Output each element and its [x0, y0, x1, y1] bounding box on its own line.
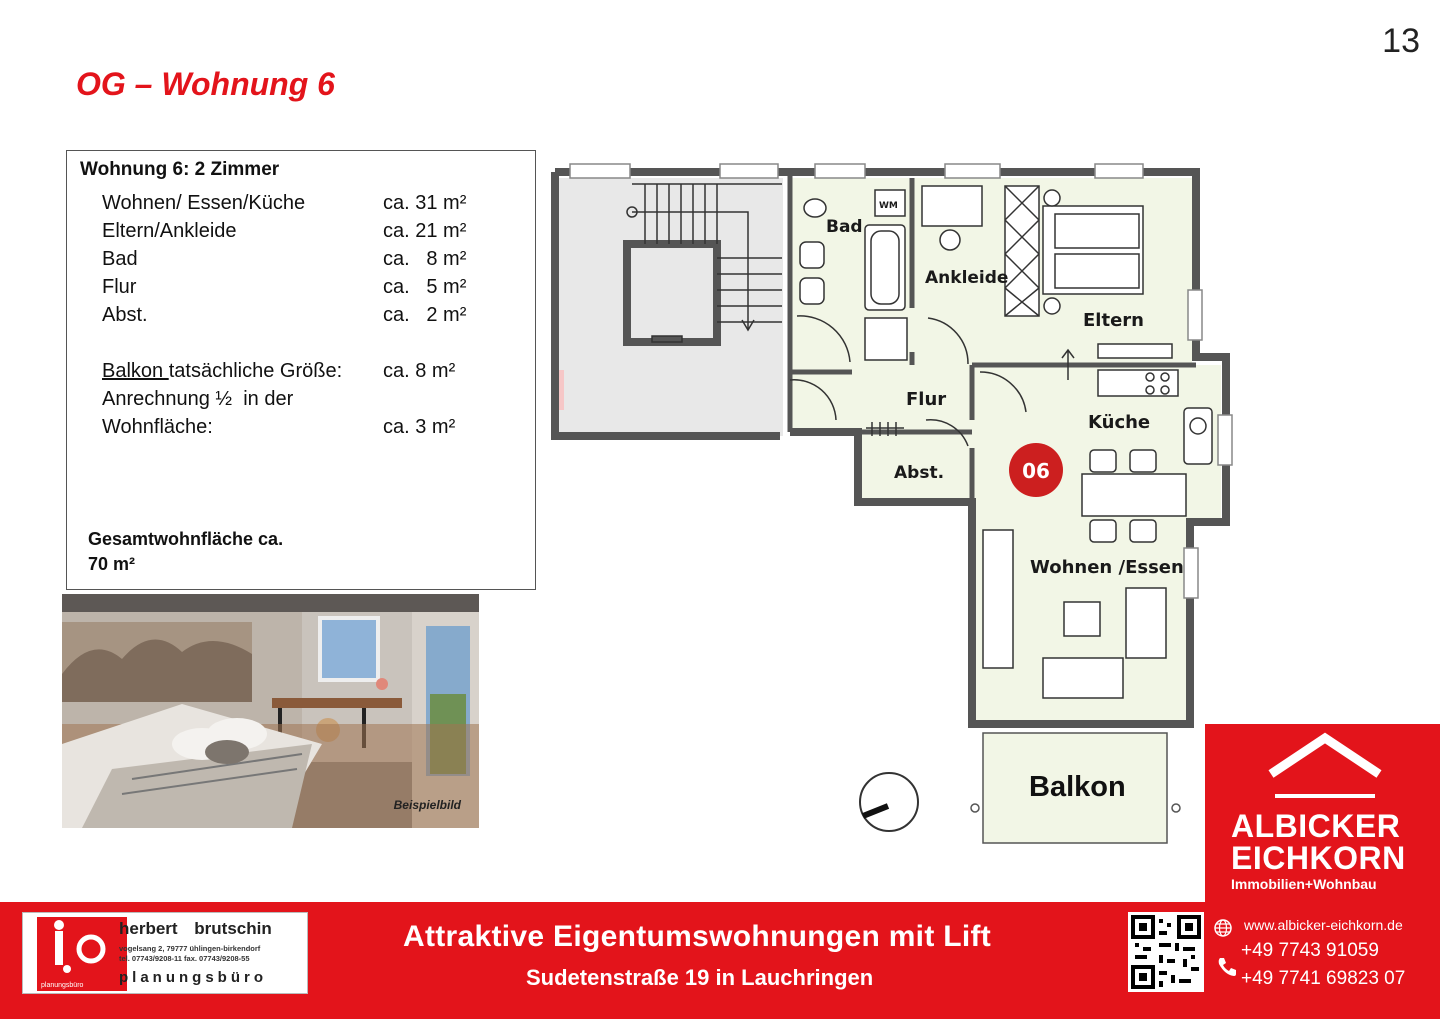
room-area: ca. 21 m²	[383, 219, 467, 242]
page-number: 13	[1382, 22, 1420, 60]
phone-icon	[1215, 955, 1239, 979]
footer-address: Sudetenstraße 19 in Lauchringen	[526, 965, 874, 990]
room-label-abst: Abst.	[894, 463, 945, 483]
total-area	[88, 527, 283, 577]
room-area: ca. 8 m²	[383, 247, 467, 270]
planner-phone-line: tel. 07743/9208-11 fax. 07743/9208-55	[119, 954, 250, 963]
footer-banner	[0, 902, 1440, 1019]
north-arrow-icon	[860, 773, 918, 831]
room-name: Wohnen/ Essen/Küche	[102, 191, 306, 214]
website-link[interactable]: www.albicker-eichkorn.de	[1244, 917, 1403, 933]
room-name: Flur	[102, 276, 137, 299]
apartment-number: 06	[1022, 459, 1050, 483]
anrechnung-area: ca. 3 m²	[383, 415, 456, 438]
room-name: Abst.	[102, 304, 148, 327]
room-area: ca. 5 m²	[383, 276, 467, 299]
room-label-wm: WM	[879, 201, 898, 211]
room-label-kueche: Küche	[1088, 412, 1151, 433]
room-label-flur: Flur	[906, 389, 947, 410]
logo-line2: EICHKORN	[1231, 840, 1406, 876]
footer-title: Attraktive Eigentumswohnungen mit Lift	[403, 920, 992, 953]
apartment-info-box	[66, 150, 536, 590]
room-name: Eltern/Ankleide	[102, 219, 237, 242]
room-row	[102, 302, 522, 330]
room-area: ca. 31 m²	[383, 191, 467, 214]
total-value: 70 m²	[88, 554, 136, 574]
info-heading: Wohnung 6: 2 Zimmer	[80, 159, 280, 180]
room-name: Bad	[102, 247, 138, 270]
roof-icon	[1205, 724, 1440, 804]
room-area-table	[102, 189, 522, 330]
room-row	[102, 217, 522, 245]
globe-icon	[1213, 918, 1233, 938]
anrechnung-label-line1: Anrechnung ½ in der	[102, 387, 294, 410]
anrechnung-label-line2: Wohnfläche:	[102, 415, 213, 438]
room-row	[102, 189, 522, 217]
planner-address	[119, 944, 260, 964]
balkon-word: Balkon	[102, 359, 169, 382]
planner-logo-box	[22, 912, 308, 994]
qr-code[interactable]	[1128, 912, 1204, 992]
room-label-eltern: Eltern	[1083, 310, 1144, 331]
balkon-label: tatsächliche Größe:	[168, 359, 343, 382]
phone-number-1[interactable]: +49 7743 91059	[1241, 940, 1379, 961]
qr-pattern	[1131, 915, 1201, 989]
planner-mark-icon	[37, 917, 127, 991]
room-label-ankleide: Ankleide	[925, 268, 1009, 288]
room-area: ca. 2 m²	[383, 304, 467, 327]
photo-caption: Beispielbild	[393, 798, 461, 812]
balkon-area: ca. 8 m²	[383, 359, 456, 382]
albicker-eichkorn-logo	[1205, 724, 1440, 902]
room-label-balkon: Balkon	[1029, 771, 1126, 803]
planner-office: planungsbüro	[119, 969, 267, 986]
planner-logo-text: planungsbüro	[41, 982, 84, 989]
planner-address-line: vogelsang 2, 79777 ühlingen-birkendorf	[119, 944, 261, 953]
floor-plan	[540, 150, 1240, 860]
room-label-bad: Bad	[826, 217, 863, 237]
apartment-badge	[1009, 443, 1063, 497]
example-bedroom-photo	[62, 594, 479, 828]
room-label-wohnen: Wohnen /Essen	[1030, 557, 1184, 578]
logo-line1: ALBICKER	[1231, 808, 1401, 844]
planner-logo-icon	[37, 917, 127, 991]
page-title: OG – Wohnung 6	[76, 66, 335, 102]
room-row	[102, 245, 522, 273]
bedroom-illustration	[62, 594, 479, 828]
logo-tagline: Immobilien+Wohnbau	[1231, 876, 1377, 892]
phone-number-2[interactable]: +49 7741 69823 07	[1241, 968, 1406, 989]
planner-name: herbert brutschin	[119, 919, 272, 938]
total-label: Gesamtwohnfläche ca.	[88, 529, 284, 549]
room-row	[102, 274, 522, 302]
balkon-info	[102, 357, 522, 442]
